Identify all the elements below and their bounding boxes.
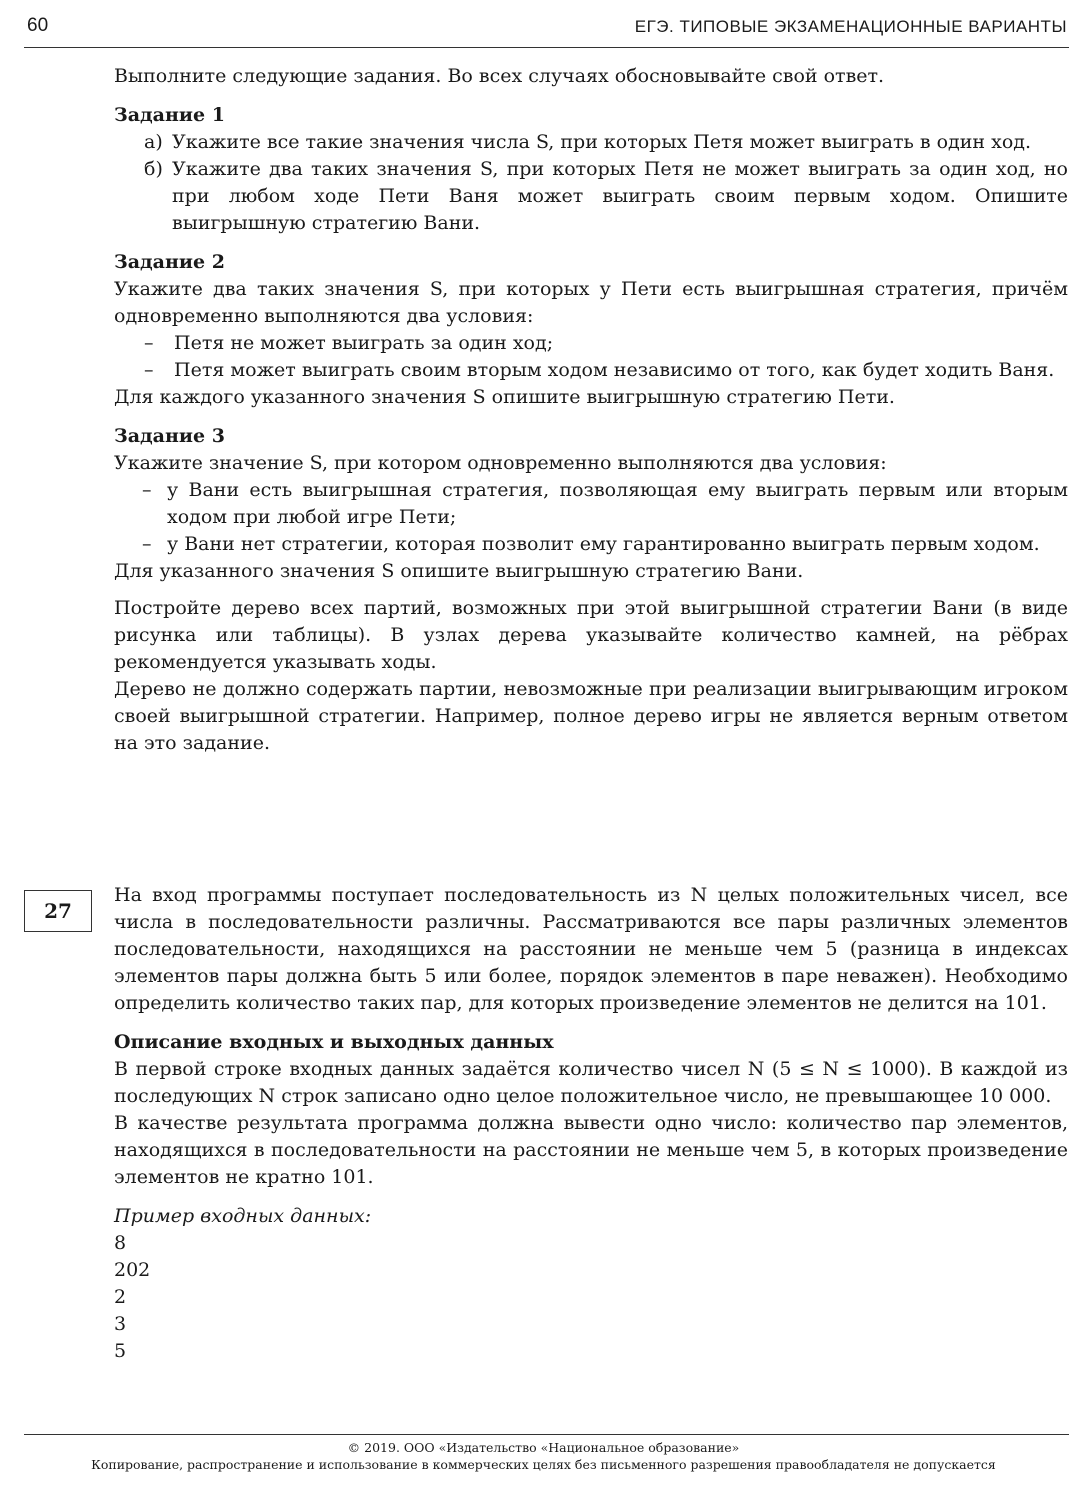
dash-marker: – xyxy=(142,479,152,501)
footer-notice: Копирование, распространение и использование в коммерческих целях без письменного разрешения правообладателя не допускается xyxy=(91,1457,996,1472)
task27-statement: На вход программы поступает последовательность из N целых положительных чисел, все числа в последовательности различны. Рассматриваются все пары различных элементов последовательности, находящихся на расстоянии не меньше чем 5 (разница в индексах элементов пары должна быть 5 или более, порядок элементов в паре неважен). Необходимо определить количество таких пар, для которых произведение элементов не делится на 101. xyxy=(114,884,1068,1014)
footer-rule xyxy=(24,1434,1069,1435)
io-heading: Описание входных и выходных данных xyxy=(114,1031,554,1053)
dash-marker: – xyxy=(142,533,152,555)
item-label: а) xyxy=(144,131,163,153)
running-header: ЕГЭ. ТИПОВЫЕ ЭКЗАМЕНАЦИОННЫЕ ВАРИАНТЫ xyxy=(634,17,1067,36)
task2-tail: Для каждого указанного значения S опишите выигрышную стратегию Пети. xyxy=(114,386,895,408)
item-label: б) xyxy=(144,158,163,180)
condition-text: у Вани нет стратегии, которая позволит ему гарантированно выиграть первым ходом. xyxy=(167,533,1040,555)
task1-items xyxy=(114,129,1068,237)
task-number-box: 27 xyxy=(24,890,92,932)
sample-line: 202 xyxy=(114,1259,151,1281)
header-rule xyxy=(24,47,1069,48)
dash-marker: – xyxy=(144,359,154,381)
page-number: 60 xyxy=(27,15,49,36)
sample-line: 3 xyxy=(114,1313,127,1335)
intro-text: Выполните следующие задания. Во всех случаях обосновывайте свой ответ. xyxy=(114,65,885,87)
sample-heading: Пример входных данных: xyxy=(114,1205,372,1227)
task2-heading: Задание 2 xyxy=(114,251,225,273)
tree-restrictions: Дерево не должно содержать партии, невозможные при реализации выигрывающим игроком своей выигрышной стратегии. Например, полное дерево игры не является верным ответом на это задание. xyxy=(114,678,1068,754)
task1-item-b xyxy=(144,156,1068,237)
task3-condition-2 xyxy=(114,531,1068,558)
input-description: В первой строке входных данных задаётся количество чисел N (5 ≤ N ≤ 1000). В каждой из последующих N строк записано одно целое положительное число, не превышающее 10 000. xyxy=(114,1058,1068,1107)
task2-condition-1 xyxy=(114,330,1068,357)
output-description: В качестве результата программа должна вывести одно число: количество пар элементов, находящихся в последовательности на расстоянии не меньше чем 5, в которых произведение элементов не кратно 101. xyxy=(114,1112,1068,1188)
item-text: Укажите все такие значения числа S, при которых Петя может выиграть в один ход. xyxy=(172,131,1032,153)
task1-heading: Задание 1 xyxy=(114,104,225,126)
tasks-block xyxy=(114,63,1068,757)
task27-block xyxy=(114,882,1068,1365)
dash-marker: – xyxy=(144,332,154,354)
condition-text: Петя не может выиграть за один ход; xyxy=(174,332,554,354)
item-text: Укажите два таких значения S, при которых Петя не может выиграть за один ход, но при любом ходе Пети Ваня может выиграть своим первым ходом. Опишите выигрышную стратегию Вани. xyxy=(172,158,1068,234)
task2-condition-2 xyxy=(114,357,1068,384)
task3-heading: Задание 3 xyxy=(114,425,225,447)
task2-lead: Укажите два таких значения S, при которых у Пети есть выигрышная стратегия, причём одновременно выполняются два условия: xyxy=(114,278,1068,327)
tree-instructions: Постройте дерево всех партий, возможных при этой выигрышной стратегии Вани (в виде рисунка или таблицы). В узлах дерева указывайте количество камней, на рёбрах рекомендуется указывать ходы. xyxy=(114,597,1068,673)
task3-tail: Для указанного значения S опишите выигрышную стратегию Вани. xyxy=(114,560,804,582)
sample-line: 8 xyxy=(114,1232,127,1254)
sample-line: 2 xyxy=(114,1286,127,1308)
task3-condition-1 xyxy=(114,477,1068,531)
condition-text: Петя может выиграть своим вторым ходом независимо от того, как будет ходить Ваня. xyxy=(174,359,1055,381)
footer-copyright: © 2019. ООО «Издательство «Национальное образование» xyxy=(347,1440,740,1455)
task1-item-a xyxy=(144,129,1068,156)
task3-lead: Укажите значение S, при котором одновременно выполняются два условия: xyxy=(114,452,887,474)
sample-line: 5 xyxy=(114,1340,127,1362)
condition-text: у Вани есть выигрышная стратегия, позволяющая ему выиграть первым или вторым ходом при любой игре Пети; xyxy=(167,479,1068,528)
